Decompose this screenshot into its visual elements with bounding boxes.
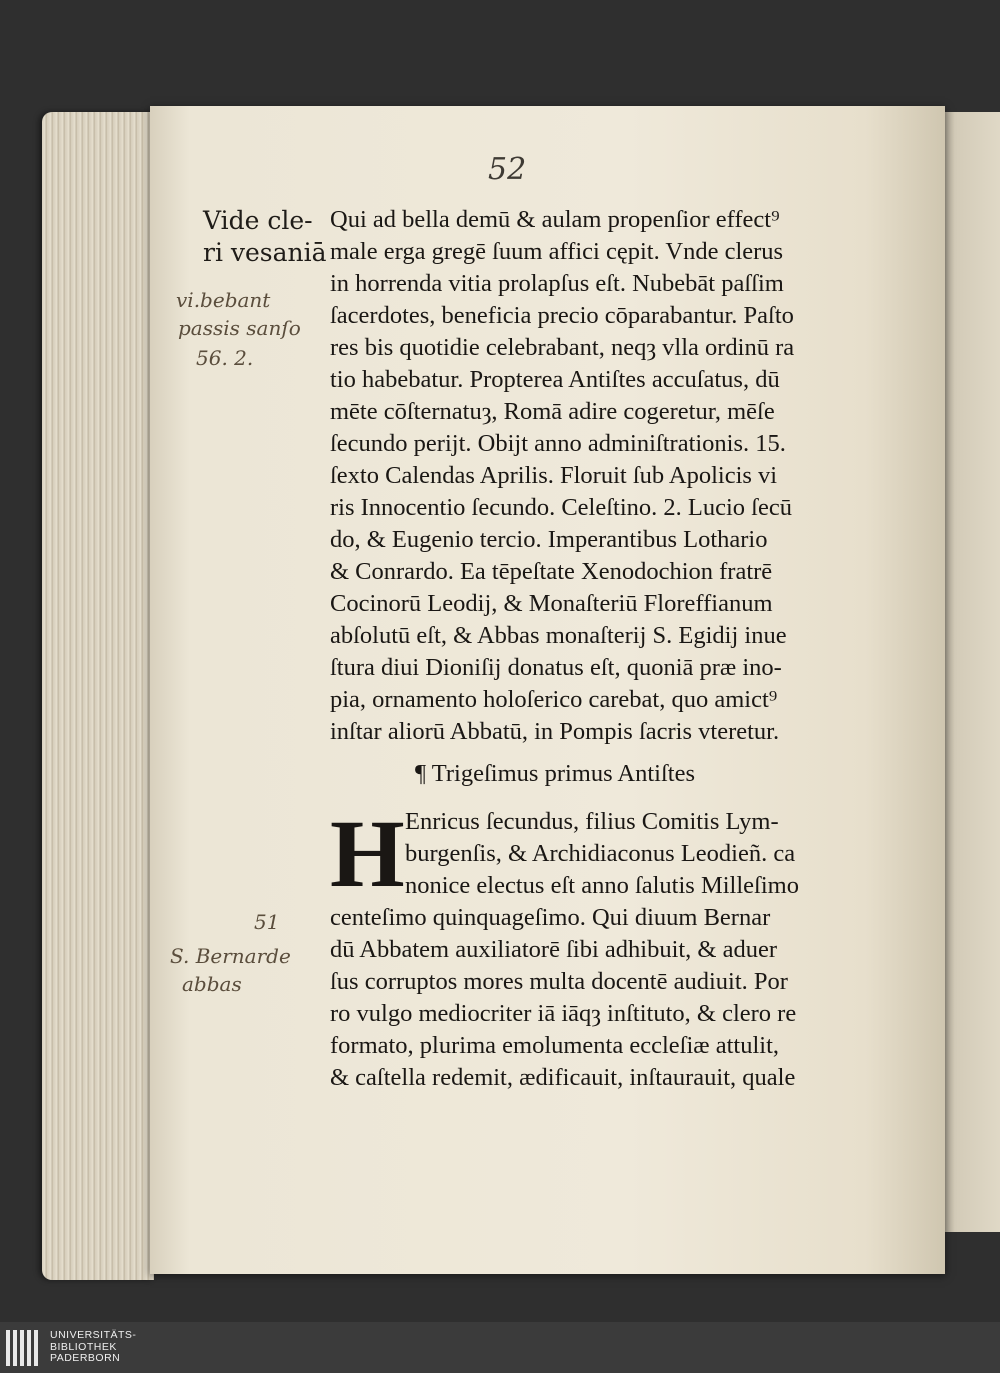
handwritten-note-2: passis sanſo bbox=[178, 316, 301, 340]
library-name-line-1: UNIVERSITÄTS- bbox=[50, 1329, 137, 1341]
handwritten-note-4: 51 bbox=[254, 910, 280, 934]
text-line: tio habebatur. Propterea Antiſtes accuſatus, dū bbox=[330, 366, 780, 393]
text-line: centeſimo quinquageſimo. Qui diuum Bernar bbox=[330, 904, 771, 931]
text-line: dū Abbatem auxiliatorē ſibi adhibuit, & aduer bbox=[330, 936, 778, 963]
text-line: ſtura diui Dioniſij donatus eſt, quoniā præ ino- bbox=[330, 654, 782, 681]
text-line: nonice electus eſt anno ſalutis Milleſimo bbox=[405, 872, 799, 899]
text-line: res bis quotidie celebrabant, neqȝ vlla ordinū ra bbox=[330, 334, 795, 361]
text-line: ris Innocentio ſecundo. Celeſtino. 2. Lucio ſecū bbox=[330, 494, 792, 521]
library-logo-icon bbox=[6, 1330, 42, 1366]
text-line: do, & Eugenio tercio. Imperantibus Lothario bbox=[330, 526, 768, 553]
text-line: Qui ad bella demū & aulam propenſior effect⁹ bbox=[330, 206, 780, 233]
folio-number: 52 bbox=[488, 152, 527, 187]
library-name-line-2: BIBLIOTHEK bbox=[50, 1340, 117, 1353]
library-footer bbox=[0, 1322, 1000, 1373]
handwritten-note-3: 56. 2. bbox=[196, 346, 254, 370]
text-line: pia, ornamento holoſerico carebat, quo amict⁹ bbox=[330, 686, 778, 713]
text-line: Cocinorū Leodij, & Monaſteriū Floreffianum bbox=[330, 590, 773, 617]
text-line: ro vulgo mediocriter iā iāqȝ inſtituto, & clero re bbox=[330, 1000, 797, 1027]
text-line: abſolutū eſt, & Abbas monaſterij S. Egidij inue bbox=[330, 622, 787, 649]
text-line: Enricus ſecundus, filius Comitis Lym- bbox=[405, 808, 779, 835]
section-rubric bbox=[415, 760, 695, 788]
text-line: ſus corruptos mores multa docentē audiuit. Por bbox=[330, 968, 788, 995]
text-line: & Conrardo. Ea tēpeſtate Xenodochion fratrē bbox=[330, 558, 773, 585]
text-line: male erga gregē ſuum affici cępit. Vnde clerus bbox=[330, 238, 784, 265]
text-line: mēte cōſternatuȝ, Romā adire cogeretur, mēſe bbox=[330, 398, 775, 425]
rubric-text: Trigeſimus primus Antiſtes bbox=[431, 760, 695, 787]
drop-capital: H bbox=[330, 800, 405, 907]
marginal-note-1: Vide cle- bbox=[203, 206, 313, 235]
text-line: formato, plurima emolumenta eccleſiæ attulit, bbox=[330, 1032, 780, 1059]
library-name bbox=[50, 1330, 136, 1365]
text-line: & caſtella redemit, ædificauit, inſtaurauit, quale bbox=[330, 1064, 796, 1091]
text-line: ſecundo perijt. Obijt anno adminiſtrationis. 15. bbox=[330, 430, 786, 457]
handwritten-note-6: abbas bbox=[182, 972, 242, 996]
text-line: burgenſis, & Archidiaconus Leodieñ. ca bbox=[405, 840, 796, 867]
handwritten-note-5: S. Bernarde bbox=[170, 944, 291, 968]
text-line: ſexto Calendas Aprilis. Floruit ſub Apolicis vi bbox=[330, 462, 778, 489]
text-line: ſacerdotes, beneficia precio cōparabantur. Paſto bbox=[330, 302, 794, 329]
page-edges bbox=[42, 112, 154, 1280]
marginal-note-2: ri vesaniā bbox=[203, 238, 327, 267]
library-name-line-3: PADERBORN bbox=[50, 1352, 121, 1364]
handwritten-note-1: vi.bebant bbox=[176, 288, 271, 312]
text-line: inſtar aliorū Abbatū, in Pompis ſacris vteretur. bbox=[330, 718, 780, 745]
pilcrow-icon: ¶ bbox=[415, 760, 427, 787]
text-line: in horrenda vitia prolapſus eſt. Nubebāt paſſim bbox=[330, 270, 784, 297]
